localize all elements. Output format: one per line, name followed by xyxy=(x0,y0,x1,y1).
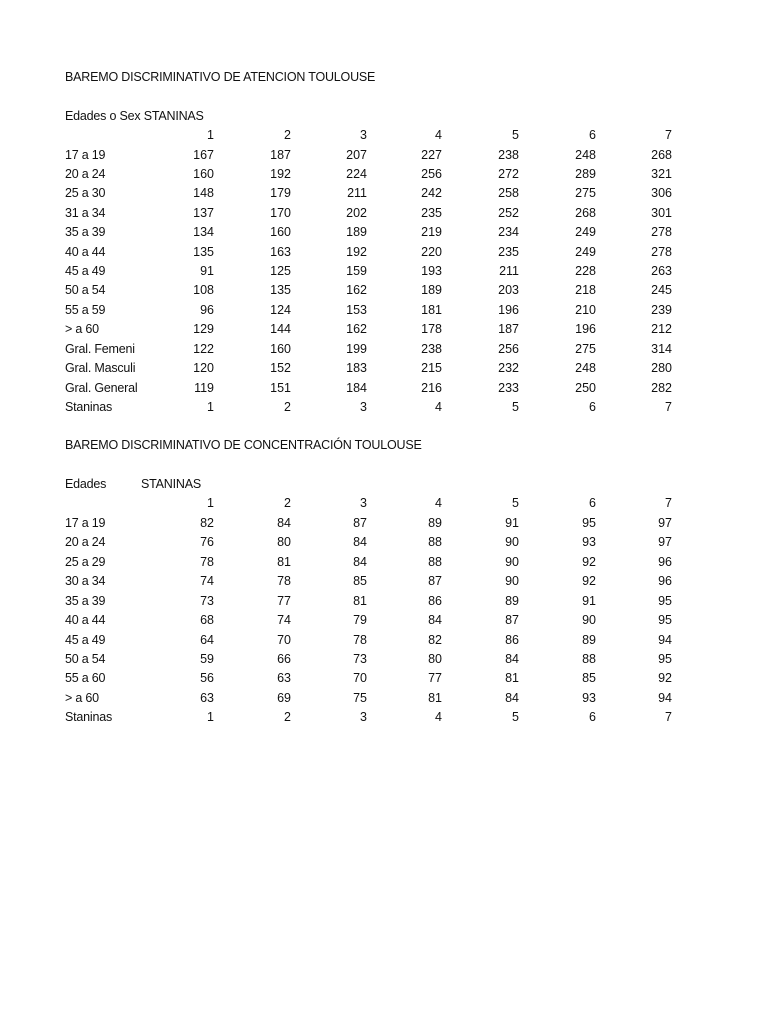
attention-header-label: Edades o Sex STANINAS xyxy=(65,109,204,123)
table-cell: 239 xyxy=(651,302,672,317)
table-cell: 6 xyxy=(589,710,596,725)
table-cell: 78 xyxy=(277,574,291,589)
table-cell: 160 xyxy=(270,341,291,356)
row-label: 17 a 19 xyxy=(65,516,106,530)
table-cell: 81 xyxy=(277,554,291,569)
table-cell: 86 xyxy=(505,632,519,647)
table-cell: 321 xyxy=(651,166,672,181)
table-row xyxy=(0,340,768,359)
table-cell: 193 xyxy=(421,264,442,279)
table-cell: 89 xyxy=(582,632,596,647)
table-cell: 92 xyxy=(582,574,596,589)
row-label: 30 a 34 xyxy=(65,574,106,589)
table-cell: 87 xyxy=(428,574,442,589)
table-cell: 124 xyxy=(270,302,291,317)
table-cell: 95 xyxy=(658,651,672,666)
table-cell: 289 xyxy=(575,166,596,181)
table-cell: 70 xyxy=(277,632,291,647)
table-cell: 227 xyxy=(421,147,442,162)
column-header: 4 xyxy=(435,128,442,142)
table-cell: 2 xyxy=(284,399,291,414)
table-cell: 249 xyxy=(575,244,596,259)
row-label: 20 a 24 xyxy=(65,166,106,181)
table-cell: 301 xyxy=(651,205,672,220)
table-cell: 88 xyxy=(582,651,596,666)
table-row xyxy=(0,553,768,572)
table-cell: 129 xyxy=(193,322,214,337)
table-cell: 218 xyxy=(575,283,596,298)
table-cell: 96 xyxy=(658,554,672,569)
row-label: 31 a 34 xyxy=(65,205,106,220)
table-row xyxy=(0,708,768,727)
table-cell: 87 xyxy=(505,613,519,628)
table-cell: 90 xyxy=(505,574,519,589)
table-cell: 228 xyxy=(575,264,596,279)
table-cell: 153 xyxy=(346,302,367,317)
column-header: 5 xyxy=(512,496,519,510)
column-header: 2 xyxy=(284,128,291,142)
table-cell: 86 xyxy=(428,593,442,608)
table-cell: 73 xyxy=(200,593,214,608)
table-cell: 92 xyxy=(582,554,596,569)
table-cell: 162 xyxy=(346,283,367,298)
table-cell: 306 xyxy=(651,186,672,201)
table-cell: 268 xyxy=(651,147,672,162)
table-cell: 93 xyxy=(582,690,596,705)
table-cell: 119 xyxy=(194,380,214,395)
table-cell: 74 xyxy=(200,574,214,589)
table-row xyxy=(0,669,768,688)
table-cell: 203 xyxy=(498,283,519,298)
table-cell: 268 xyxy=(575,205,596,220)
table-cell: 278 xyxy=(651,225,672,240)
table-cell: 234 xyxy=(498,225,519,240)
table-cell: 7 xyxy=(665,399,672,414)
concentration-table-header xyxy=(65,477,201,491)
table-cell: 63 xyxy=(200,690,214,705)
table-cell: 70 xyxy=(353,671,367,686)
table-cell: 80 xyxy=(277,535,291,550)
table-cell: 248 xyxy=(575,361,596,376)
table-cell: 90 xyxy=(505,554,519,569)
concentration-column-header-row xyxy=(0,494,768,513)
attention-table-title: BAREMO DISCRIMINATIVO DE ATENCION TOULOUSE xyxy=(65,70,376,84)
table-cell: 245 xyxy=(651,283,672,298)
table-cell: 178 xyxy=(421,322,442,337)
table-cell: 224 xyxy=(346,166,367,181)
table-cell: 7 xyxy=(665,710,672,725)
table-cell: 152 xyxy=(270,361,291,376)
table-cell: 91 xyxy=(505,516,519,530)
table-cell: 275 xyxy=(575,186,596,201)
table-cell: 179 xyxy=(270,186,291,201)
table-cell: 263 xyxy=(651,264,672,279)
table-row xyxy=(0,631,768,650)
table-cell: 151 xyxy=(270,380,291,395)
row-label: > a 60 xyxy=(65,690,99,705)
table-cell: 3 xyxy=(360,399,367,414)
table-cell: 84 xyxy=(353,535,367,550)
table-cell: 81 xyxy=(353,593,367,608)
column-header: 7 xyxy=(665,128,672,142)
table-cell: 78 xyxy=(353,632,367,647)
table-cell: 1 xyxy=(207,710,214,725)
table-row xyxy=(0,320,768,339)
table-row xyxy=(0,533,768,552)
table-cell: 122 xyxy=(193,341,214,356)
table-cell: 250 xyxy=(575,380,596,395)
table-cell: 97 xyxy=(658,535,672,550)
table-cell: 144 xyxy=(270,322,291,337)
table-cell: 95 xyxy=(658,613,672,628)
table-cell: 4 xyxy=(435,710,442,725)
row-label: 55 a 60 xyxy=(65,671,106,686)
table-cell: 77 xyxy=(277,593,291,608)
table-row xyxy=(0,379,768,398)
table-cell: 160 xyxy=(193,166,214,181)
table-cell: 183 xyxy=(346,361,367,376)
table-cell: 220 xyxy=(421,244,442,259)
table-row xyxy=(0,184,768,203)
column-header: 6 xyxy=(589,128,596,142)
table-cell: 88 xyxy=(428,535,442,550)
table-cell: 212 xyxy=(651,322,672,337)
table-cell: 196 xyxy=(575,322,596,337)
table-cell: 314 xyxy=(651,341,672,356)
row-label: 35 a 39 xyxy=(65,593,106,608)
table-cell: 75 xyxy=(353,690,367,705)
column-header: 2 xyxy=(284,496,291,510)
table-cell: 1 xyxy=(207,399,214,414)
table-cell: 219 xyxy=(421,225,442,240)
table-cell: 258 xyxy=(498,186,519,201)
column-header: 5 xyxy=(512,128,519,142)
table-cell: 249 xyxy=(575,225,596,240)
row-label: 20 a 24 xyxy=(65,535,106,550)
table-row xyxy=(0,204,768,223)
table-cell: 238 xyxy=(421,341,442,356)
table-cell: 199 xyxy=(346,341,367,356)
table-cell: 68 xyxy=(200,613,214,628)
table-cell: 256 xyxy=(498,341,519,356)
table-cell: 6 xyxy=(589,399,596,414)
table-cell: 80 xyxy=(428,651,442,666)
row-label: 50 a 54 xyxy=(65,283,106,298)
table-cell: 81 xyxy=(505,671,519,686)
column-header: 1 xyxy=(207,496,214,510)
table-cell: 167 xyxy=(193,147,214,162)
column-header: 4 xyxy=(435,496,442,510)
row-label: Gral. Femeni xyxy=(65,341,135,356)
table-cell: 272 xyxy=(498,166,519,181)
table-cell: 248 xyxy=(575,147,596,162)
table-row xyxy=(0,146,768,165)
table-cell: 91 xyxy=(200,264,214,279)
table-row xyxy=(0,243,768,262)
concentration-table-title: BAREMO DISCRIMINATIVO DE CONCENTRACIÓN TOULOUSE xyxy=(65,438,422,452)
table-cell: 196 xyxy=(498,302,519,317)
row-label: Gral. Masculi xyxy=(65,361,136,376)
table-cell: 85 xyxy=(353,574,367,589)
table-cell: 81 xyxy=(428,690,442,705)
table-cell: 92 xyxy=(658,671,672,686)
table-cell: 84 xyxy=(505,690,519,705)
table-cell: 59 xyxy=(200,651,214,666)
row-label: 55 a 59 xyxy=(65,302,106,317)
table-cell: 66 xyxy=(277,651,291,666)
table-cell: 5 xyxy=(512,399,519,414)
table-cell: 2 xyxy=(284,710,291,725)
table-cell: 189 xyxy=(421,283,442,298)
table-cell: 90 xyxy=(582,613,596,628)
column-header: 3 xyxy=(360,128,367,142)
row-label: 45 a 49 xyxy=(65,632,106,647)
table-row xyxy=(0,514,768,533)
table-cell: 210 xyxy=(575,302,596,317)
table-cell: 202 xyxy=(346,205,367,220)
table-cell: 280 xyxy=(651,361,672,376)
table-cell: 84 xyxy=(428,613,442,628)
table-cell: 148 xyxy=(193,186,214,201)
table-cell: 97 xyxy=(658,516,672,530)
table-cell: 82 xyxy=(200,516,214,530)
table-cell: 94 xyxy=(658,632,672,647)
table-cell: 235 xyxy=(421,205,442,220)
column-header: 6 xyxy=(589,496,596,510)
table-cell: 159 xyxy=(346,264,367,279)
row-label: 35 a 39 xyxy=(65,225,106,240)
table-cell: 96 xyxy=(658,574,672,589)
table-cell: 4 xyxy=(435,399,442,414)
table-cell: 95 xyxy=(658,593,672,608)
row-label: 50 a 54 xyxy=(65,651,106,666)
table-cell: 120 xyxy=(193,361,214,376)
table-cell: 95 xyxy=(582,516,596,530)
table-row xyxy=(0,262,768,281)
table-row xyxy=(0,611,768,630)
table-row xyxy=(0,301,768,320)
table-cell: 56 xyxy=(200,671,214,686)
table-cell: 232 xyxy=(498,361,519,376)
table-cell: 252 xyxy=(498,205,519,220)
table-cell: 187 xyxy=(498,322,519,337)
table-cell: 278 xyxy=(651,244,672,259)
row-label: Gral. General xyxy=(65,380,138,395)
table-cell: 233 xyxy=(498,380,519,395)
table-cell: 275 xyxy=(575,341,596,356)
table-cell: 69 xyxy=(277,690,291,705)
table-cell: 84 xyxy=(353,554,367,569)
attention-table-header xyxy=(65,109,204,123)
table-cell: 76 xyxy=(200,535,214,550)
table-cell: 108 xyxy=(193,283,214,298)
table-cell: 63 xyxy=(277,671,291,686)
table-cell: 64 xyxy=(200,632,214,647)
table-row xyxy=(0,359,768,378)
table-cell: 87 xyxy=(353,516,367,530)
table-row xyxy=(0,165,768,184)
table-cell: 94 xyxy=(658,690,672,705)
table-cell: 5 xyxy=(512,710,519,725)
row-label: > a 60 xyxy=(65,322,99,337)
table-cell: 93 xyxy=(582,535,596,550)
table-cell: 162 xyxy=(346,322,367,337)
row-label: 45 a 49 xyxy=(65,264,106,279)
row-label: Staninas xyxy=(65,710,113,725)
table-cell: 137 xyxy=(193,205,214,220)
table-cell: 125 xyxy=(270,264,291,279)
row-label: 25 a 30 xyxy=(65,186,106,201)
table-cell: 84 xyxy=(505,651,519,666)
table-cell: 84 xyxy=(277,516,291,530)
table-cell: 89 xyxy=(505,593,519,608)
table-cell: 187 xyxy=(270,147,291,162)
table-cell: 73 xyxy=(353,651,367,666)
table-cell: 215 xyxy=(421,361,442,376)
table-cell: 238 xyxy=(498,147,519,162)
table-cell: 282 xyxy=(651,380,672,395)
concentration-header-label: Edades xyxy=(65,477,107,491)
table-cell: 189 xyxy=(346,225,367,240)
table-row xyxy=(0,592,768,611)
table-cell: 192 xyxy=(346,244,367,259)
table-cell: 211 xyxy=(347,186,367,201)
table-cell: 88 xyxy=(428,554,442,569)
row-label: 17 a 19 xyxy=(65,147,106,162)
row-label: Staninas xyxy=(65,399,113,414)
table-cell: 85 xyxy=(582,671,596,686)
table-cell: 134 xyxy=(193,225,214,240)
row-label: 40 a 44 xyxy=(65,613,106,628)
table-cell: 3 xyxy=(360,710,367,725)
table-cell: 79 xyxy=(353,613,367,628)
row-label: 25 a 29 xyxy=(65,554,106,569)
table-cell: 170 xyxy=(270,205,291,220)
table-cell: 211 xyxy=(499,264,519,279)
table-row xyxy=(0,281,768,300)
table-cell: 91 xyxy=(582,593,596,608)
table-cell: 160 xyxy=(270,225,291,240)
table-cell: 135 xyxy=(193,244,214,259)
table-cell: 96 xyxy=(200,302,214,317)
table-row xyxy=(0,398,768,417)
table-cell: 192 xyxy=(270,166,291,181)
table-row xyxy=(0,572,768,591)
table-row xyxy=(0,650,768,669)
table-row xyxy=(0,689,768,708)
table-cell: 77 xyxy=(428,671,442,686)
column-header: 3 xyxy=(360,496,367,510)
column-header: 1 xyxy=(207,128,214,142)
table-cell: 74 xyxy=(277,613,291,628)
attention-column-header-row xyxy=(0,126,768,145)
concentration-header-staninas: STANINAS xyxy=(141,477,201,491)
table-cell: 242 xyxy=(421,186,442,201)
column-header: 7 xyxy=(665,496,672,510)
table-cell: 184 xyxy=(346,380,367,395)
table-cell: 216 xyxy=(421,380,442,395)
table-cell: 78 xyxy=(200,554,214,569)
row-label: 40 a 44 xyxy=(65,244,106,259)
table-cell: 181 xyxy=(421,302,442,317)
table-cell: 90 xyxy=(505,535,519,550)
table-cell: 256 xyxy=(421,166,442,181)
table-cell: 135 xyxy=(270,283,291,298)
table-cell: 235 xyxy=(498,244,519,259)
table-cell: 207 xyxy=(346,147,367,162)
table-cell: 89 xyxy=(428,516,442,530)
table-cell: 163 xyxy=(270,244,291,259)
table-row xyxy=(0,223,768,242)
table-cell: 82 xyxy=(428,632,442,647)
